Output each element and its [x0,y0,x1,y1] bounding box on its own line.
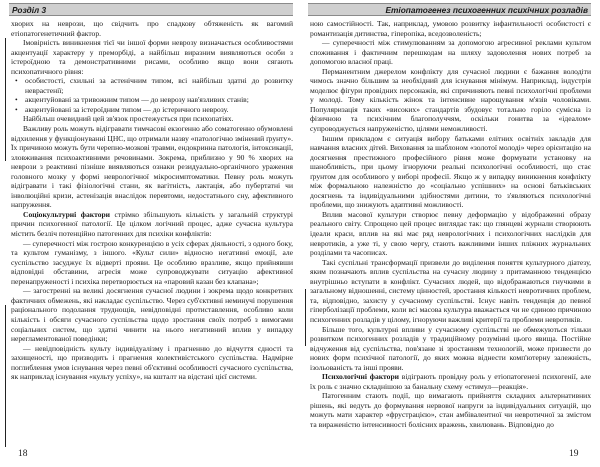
margin-rule [5,38,6,161]
page-number-right: 19 [569,449,579,459]
page-number-left: 18 [18,449,28,459]
paragraph: ною самостійності. Так, наприклад, умовою розвитку інфантильності особистості є романтизація дитинства, гіперопіка, вседозволеність; [310,19,591,38]
list-item [11,76,293,95]
margin-rule [305,289,306,346]
paragraph: Патогенним стають події, що вимагають прийняття складних альтернативних рішень, які ведуть до формування нервової напруги за індивідуальних ситуацій, що можуть мати характер «фрустрацією», стан амбівалентної чи невротичної за змістом та вираженістю інтенсивності болісних вражень, хвилювань. Відповідно до [310,391,591,429]
left-page-body [11,19,293,382]
paragraph: хворих на неврози, що свідчить про спадкову обтяженість як вагомий етіопатогенетичний фактор. [11,19,293,38]
bullet-list [11,76,293,114]
list-item-text: акцентуйовані за тривожним типом — до неврозу нав'язливих станів; [25,95,249,105]
section-lead: Психологічні фактори [322,372,399,382]
paragraph [310,372,591,391]
paragraph: Найбільш очевидний цей зв'язок простежується при психопатіях. [23,114,234,124]
list-item [11,95,293,105]
list-item-text: акцентуйовані за істероїдним типом — до істеричного неврозу. [25,104,229,114]
paragraph: Іншим прикладом є ситуація вибору батьками елітних освітніх закладів для навчання власних дітей. Виховання за шаблоном «золотої молоді» через орієнтацію на досягнення престижного професійного рівня може формувати установку на шанобливість, при цьому ігноруючи реальні психологічні особливості, що стає ґрунтом для особливого у виборі професії. Якщо ж у випадку виникнення конфлікту між формальною належністю до «соціально успішних» на основі батьківських досягнень та індивідуальними здібностями дитини, то з'являються психологічні проблеми, що знижують адаптивні можливості. [310,133,591,210]
paragraph: — суперечності між гострою конкуренцією в усіх сферах діяльності, з одного боку, та культом гуманізму, з іншого. «Культ сили» відносно негативні емоції, але суспільство засуджує їх відверті прояви. Це особливо вразливе, якщо прийнявши відповідні обставини, агресія може супроводжувати ситуацію афективної перенапруженості і психіка перетворюється на «паровий казан без клапана»; [11,238,293,286]
bullet-icon: • [15,76,18,86]
right-page-body [310,19,591,430]
paragraph: Вплив масової культури створює певну деформацію у відображенні образу реального світу. Спрощено цей процес виглядає так: що глянцеві журнали створюють ідеали краси, вплив на які має ряд неврологічних і психологічних наслідків для невротиків, а уже ті, у свою чергу, стають важливими інших пліжних журнальних розділами та часописах. [310,209,591,258]
paragraph-text: стрімко збільшують кількість у загальній структурі причин психогенної патології. Це цілком логічний процес, адже сучасна культура містить безліч потенційно патогенних для психіки конфліктів: [11,209,294,239]
bullet-icon: • [15,104,18,114]
paragraph: Такі суспільні трансформації призвели до виділення поняття культурного діатезу, яким позначають вплив суспільства на сучасну людину з притаманною тенденцією внутрішньо вступати в конфлікт. Сучасних людей, що відображаються гнучкими в загальному відношенні, систему цінностей, зростання кількості невротичних проблем, та, відповідно, захисту у сучасному суспільстві. Існує навіть тенденція до певної гіперболізації проблеми, коли всі масова культура вважається чи не єдиною причиною психогенних розладів у цілому, ігноруючи важливі критерії та проблеми невротиків. [310,257,591,324]
running-header-left: Розділ 3 [9,3,293,16]
bullet-icon: • [15,95,18,105]
margin-rule [5,305,6,447]
paragraph: Більше того, культурні впливи у сучасному суспільстві не обмежуються тільки розвитком психогенних розладів у традиційному розумінні цього явища. Постійне відчуження від суспільства, пов'язане зі зростанням технологій, може призвести до нових форм психічної патології, до яких можна віднести комп'ютерну залежність, ізольованість та інші прояви. [310,324,591,372]
paragraph: — невідповідність культу індивідуалізму і прагненню до відчуття єдності та захищеності, що призводить і прагнення колективістського суспільства. Надмірне поглиблення умов існування через певні об'єктивні особливості сучасного суспільства, як наприклад існування «культу успіху», на кшталт на відстані цієї системи. [11,343,293,382]
paragraph: Важливу роль можуть відігравати тимчасові екзогенно або соматогенно обумовлені відхилення у функціонуванні ЦНС, що отримали назву «патологічно змінений ґрунту». Їх причиною можуть бути черепно-мозкові травми, ендокринна патологія, інтоксикації, зловживання психоактивними речовинами. Зокрема, приблизно у 90 % хворих на неврози з реактивні пізніше виявляються ознаки резидуально-органічного ураження головного мозку у формі неврологічної мікросимптоматики. Певну роль можуть відігравати і такі фізіологічні стани, як вагітність, лактація, або пубертатні чи інволюційні кризи, астенізація внаслідок перевтоми, недостатнього сну, афективного напруження. [11,124,293,210]
paragraph: — загостренні на великі досягнення сучасної людини і зокрема щодо конкретних фактичних обмежень, які накладає суспільство. Через суб'єктивні неминучі порушення раціонального подолання труднощів, невідповідні протиставлення, особливо коли кількість і обсяги сучасного суспільства щодо зростання своїх потреб з вимогами соціальних систем, що здатні чинити на нього негативний вплив у випадку нерегламентованої поведінки; [11,286,293,344]
running-header-right: Етіопатогенез психогенних психічних розладів [308,3,591,16]
paragraph: Перманентним джерелом конфлікту для сучасної людини є бажання володіти чимось значно більшим за необхідний для існування мінімум. Наприклад, індустрія моделює фігури провідних персонажів, які спричиняють певні психологічні проблеми у молоді. Тому кількість жінок та інтенсивне нарощування м'язів чоловіками. Популяризація таких «високих» стандартів збудовує тотально горіло сумісна із фізичною та психічним благополуччям, оскільки гонитва за «ідеалом» супроводжується напруженістю, цілями неможливості. [310,66,591,134]
paragraph [11,210,293,239]
list-item [11,105,293,115]
section-lead: Соціокультурні фактори [23,209,111,219]
list-item-text: особистості, схильні за астенічним типом, всі найбільш здатні до розвитку неврастенії; [25,76,293,95]
paragraph: — суперечності між стимулюванням за допомогою агресивної реклами культом споживання і фактичним перешкодам на шляху задоволення нових потреб за допомогою власної праці. [310,38,591,67]
paragraph-text: відіграють провідну роль у етіопатогенезі психогенії, але їх роль є значно складнішою за банальну схему «стимул—реакція». [310,372,591,391]
paragraph: Імовірність виникнення тієї чи іншої форми неврозу визначається особливостями акцентуації характеру у преморбіді, а найбільш виразним виявляються особи з істероїдною та демонстративними рисами, особливо якщо вони сягають психопатичного рівня: [11,38,293,76]
